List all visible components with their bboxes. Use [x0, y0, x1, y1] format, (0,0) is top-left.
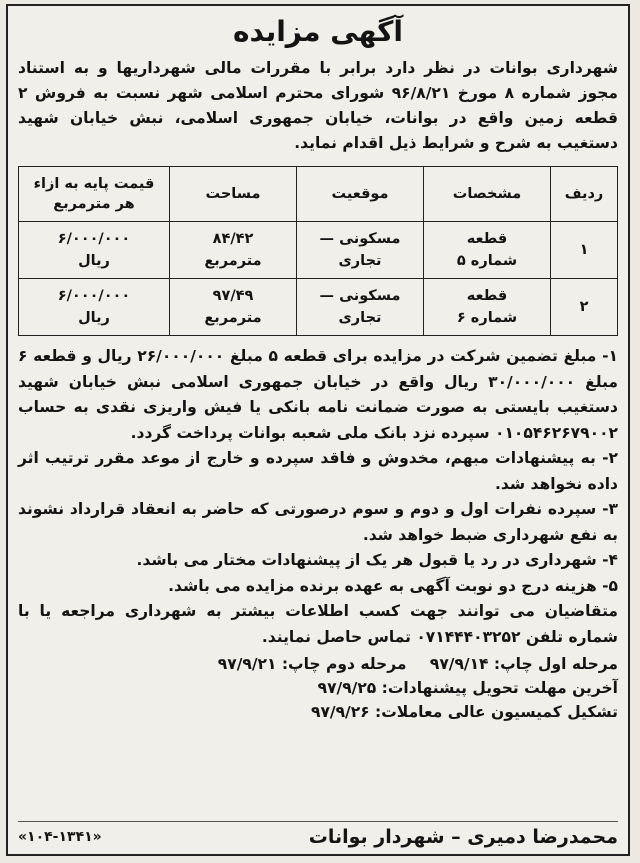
notice-title: آگهی مزایده: [232, 15, 403, 48]
header-moshakhasat: مشخصات: [424, 167, 551, 222]
term-item: ۴- شهرداری در رد یا قبول هر یک از پیشنهادات مختار می باشد.: [136, 551, 618, 569]
table-row: [19, 222, 618, 279]
table-header-row: [19, 167, 618, 222]
header-price: قیمت پایه به ازاء هر مترمربع: [19, 167, 170, 222]
cell-text: قطعه: [466, 231, 508, 247]
cell-mogheiyat: [297, 279, 424, 336]
cell-text: شماره ۶: [456, 310, 518, 326]
header-radif: ردیف: [551, 167, 618, 222]
cell-text: ۶/۰۰۰/۰۰۰: [57, 231, 131, 247]
cell-text: تجاری: [338, 310, 382, 326]
first-print-date: مرحله اول چاپ: ۹۷/۹/۱۴: [429, 655, 618, 673]
cell-text: ۶/۰۰۰/۰۰۰: [57, 288, 131, 304]
cell-price: [19, 222, 170, 279]
deadline-date: آخرین مهلت تحویل پیشنهادات: ۹۷/۹/۲۵: [317, 679, 618, 697]
notice-intro: شهرداری بوانات در نظر دارد برابر با مقررات مالی شهرداریها و به استناد مجوز شماره ۸ مورخ ۹۶/۸/۲۱ شورای محترم اسلامی شهر نسبت به فروش ۲ قطعه زمین واقع در بوانات، خیابان جمهوری اسلامی، نبش خیابان شهید دستغیب به شرح و شرایط ذیل اقدام نماید.: [18, 59, 618, 152]
signature-bar: [18, 821, 618, 848]
cell-text: مسکونی —: [319, 231, 401, 247]
cell-text: شماره ۵: [456, 253, 518, 269]
signature-name: محمدرضا دمیری – شهردار بوانات: [308, 826, 618, 848]
notice-frame: [6, 4, 630, 856]
cell-text: ۹۷/۴۹: [212, 288, 254, 304]
cell-masahat: [170, 222, 297, 279]
header-masahat: مساحت: [170, 167, 297, 222]
header-mogheiyat: موقعیت: [297, 167, 424, 222]
cell-text: ریال: [78, 310, 110, 326]
cell-text: تجاری: [338, 253, 382, 269]
cell-masahat: [170, 279, 297, 336]
second-print-date: مرحله دوم چاپ: ۹۷/۹/۲۱: [217, 655, 407, 673]
table-row: [19, 279, 618, 336]
cell-text: مسکونی —: [319, 288, 401, 304]
cell-mogheiyat: [297, 222, 424, 279]
cell-price: [19, 279, 170, 336]
lots-table: [18, 166, 618, 336]
cell-text: ریال: [78, 253, 110, 269]
cell-radif: ۲: [551, 279, 618, 336]
cell-moshakhasat: [424, 222, 551, 279]
cell-text: مترمربع: [204, 253, 262, 269]
print-dates: [18, 652, 618, 676]
term-item: ۵- هزینه درج دو نوبت آگهی به عهده برنده مزایده می باشد.: [168, 576, 618, 595]
cell-text: ۸۴/۴۲: [212, 231, 254, 247]
cell-text: قطعه: [466, 288, 508, 304]
terms-list: [18, 344, 618, 650]
notice-code: «۱۰۴-۱۳۴۱»: [18, 829, 102, 845]
notice-content: [18, 12, 618, 848]
cell-moshakhasat: [424, 279, 551, 336]
term-item: ۳- سپرده نفرات اول و دوم و سوم درصورتی که حاضر به انعقاد قرارداد نشوند به نفع شهرداری ضبط خواهد شد.: [18, 500, 618, 544]
term-item: ۲- به پیشنهادات مبهم، مخدوش و فاقد سپرده و خارج از موعد مقرر ترتیب اثر داده نخواهد شد.: [18, 449, 618, 493]
cell-text: مترمربع: [204, 310, 262, 326]
dates-block: [18, 652, 618, 724]
term-item: ۱- مبلغ تضمین شرکت در مزایده برای قطعه ۵ مبلغ ۲۶/۰۰۰/۰۰۰ ریال و قطعه ۶ مبلغ ۳۰/۰۰۰/۰۰۰ ریال واقع در خیابان جمهوری اسلامی نبش خیابان شهید دستغیب بایستی به صورت ضمانت نامه بانکی یا فیش واریزی نقدی به حساب ۰۱۰۵۴۶۲۶۷۹۰۰۲ سپرده نزد بانک ملی شعبه بوانات پرداخت گردد.: [18, 347, 618, 442]
contact-info: متقاضیان می توانند جهت کسب اطلاعات بیشتر به شهرداری مراجعه یا با شماره تلفن ۰۷۱۴۴۴۰۳۲۵۲ تماس حاصل نمایند.: [18, 602, 618, 646]
cell-radif: ۱: [551, 222, 618, 279]
commission-date: تشکیل کمیسیون عالی معاملات: ۹۷/۹/۲۶: [311, 703, 618, 721]
